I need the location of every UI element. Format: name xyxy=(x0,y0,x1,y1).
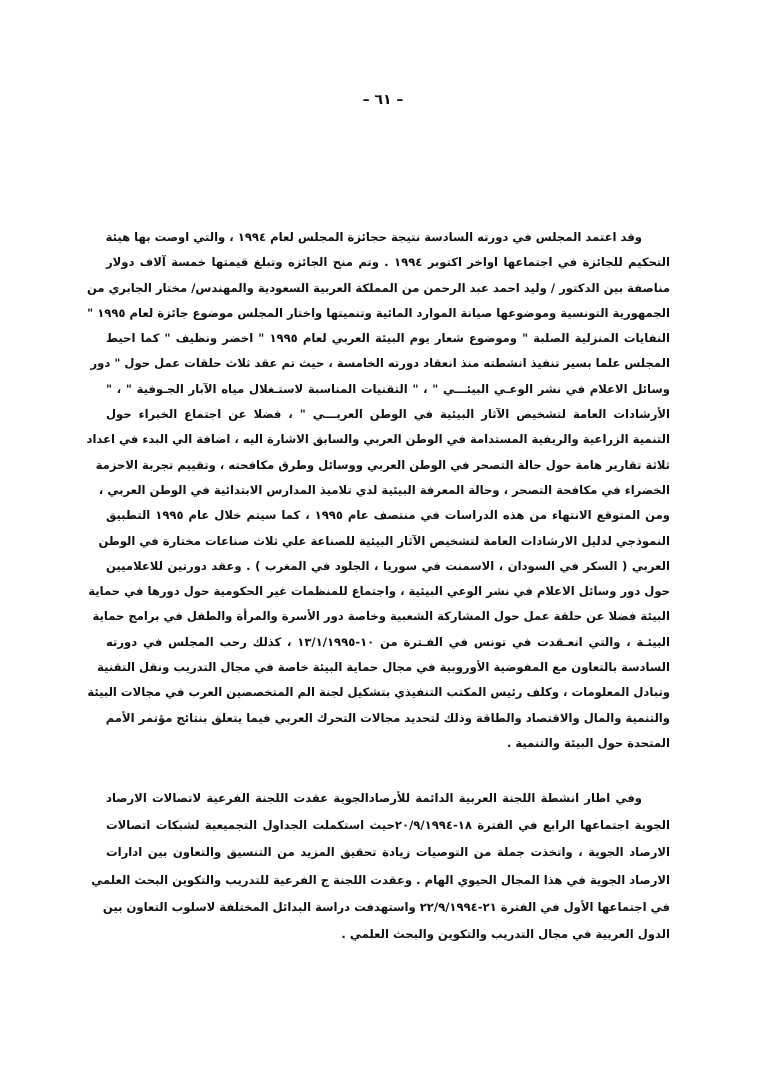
text-line: مناصفة بين الدكتور / وليد احمد عبد الرحمن من المملكة العربية السعودية والمهندس/ مختار الجابري من xyxy=(86,280,670,295)
text-line: البيئـة ، والتي انعـقدت في تونس في الفـترة من ١٠-١٣/١/١٩٩٥ ، كذلك رحب المجلس في دورته xyxy=(106,634,670,649)
text-line: وسائل الاعلام في نشر الوعـي البيئـــي " ، " التقنيات المناسبة لاستـغلال مياه الآبار الجـوفية " ، " xyxy=(106,381,670,396)
text-line: المتحدة حول البيئة والتنمية . xyxy=(506,735,670,750)
text-line: والتنمية والمال والاقتصاد والطاقة وذلك لتحديد مجالات التحرك العربي فيما يتعلق بنتائج مؤتمر الأمم xyxy=(105,710,670,725)
text-line: الارصاد الجوية ، واتخذت جملة من التوصيات زيادة تحقيق المزيد من التنسيق والتعاون بين ادارات xyxy=(106,845,670,860)
text-line: وقد اعتمد المجلس في دورته السادسة نتيجة حجائزة المجلس لعام ١٩٩٤ ، والتي اوصت بها هيئة xyxy=(105,230,642,244)
text-line: حول دور وسائل الاعلام في نشر الوعي البيئية ، واجتماع للمنظمات غير الحكومية حول دورها في حماية xyxy=(88,584,670,599)
text-line: المجلس علما بسير تنفيذ انشطته منذ انعقاد دورته الخامسة ، حيث تم عقد ثلاث حلقات عمل حول " دور xyxy=(90,356,670,371)
text-line: العربي ( السكر في السودان ، الاسمنت في سوريا ، الجلود في المغرب ) . وعقد دورتين للاعلاميين xyxy=(106,558,670,573)
text-line: البيئة فضلا عن حلقة عمل حول المشاركة الشعبية وخاصة دور الأسرة والمرأة والطفل في برامج حماية xyxy=(92,609,670,624)
text-line: الدول العربية في مجال التدريب والتكوين والبحث العلمي . xyxy=(341,926,670,941)
text-line: الارصاد الجوية في هذا المجال الحيوي الهام . وعقدت اللجنة ج الفرعية للتدريب والتكوين البحث العلمي xyxy=(91,872,670,887)
text-line: الجمهورية التونسية وموضوعها صيانة الموارد المائية وتنميتها واختار المجلس موضوع جائزة لعام ١٩٩٥ " xyxy=(87,305,670,320)
text-line: ثلاثة تقارير هامة حول حالة التصحر في الوطن العربي ووسائل وطرق مكافحته ، وتقييم تجربة الاحزمة xyxy=(95,457,670,472)
paragraph-1 xyxy=(86,225,670,756)
text-line: التنمية الزراعية والريفية المستدامة في الوطن العربي والسابق الاشارة اليه ، اضافة الي البدء في اعداد xyxy=(86,432,670,447)
text-line: وتبادل المعلومات ، وكلف رئيس المكتب التنفيذي بتشكيل لجنة الم المتخصصين العرب في مجالات البيئة xyxy=(87,685,670,700)
text-line: الخضراء في مكافحة التصحر ، وحالة المعرفة البيئية لدي تلاميذ المدارس الابتدائية في الوطن العربي ، xyxy=(98,482,670,497)
text-line: الجوية اجتماعها الرابع في الفترة ١٨-٢٠/٩/١٩٩٤حيث استكملت الجداول التجميعية لشبكات اتصالات xyxy=(106,818,670,833)
text-line: وفي اطار انشطة اللجنة العربية الدائمة للأرصادالجوية عقدت اللجنة الفرعية لاتصالات الارصاد xyxy=(106,791,642,805)
text-line: الأرشادات العامة لتشخيص الآثار البيئية في الوطن العربـــي " ، فضلا عن اجتماع الخبراء حول xyxy=(106,407,670,422)
text-line: النموذجي لدليل الارشادات العامة لتشخيص الآثار البيئية للصناعة علي ثلاث صناعات مختارة في الوطن xyxy=(98,533,670,548)
text-line: ومن المتوقع الانتهاء من هذه الدراسات في منتصف عام ١٩٩٥ ، كما سيتم خلال عام ١٩٩٥ التطبيق xyxy=(106,508,670,523)
text-line: السادسة بالتعاون مع المفوضية الأوروبية في مجال حماية البيئة خاصة في مجال التدريب ونقل التقنية xyxy=(97,660,670,675)
text-line: في اجتماعها الأول في الفترة ٢١-٢٢/٩/١٩٩٤ واستهدفت دراسة البدائل المختلفة لاسلوب التعاون بين xyxy=(102,899,670,914)
page-number: – ٦١ – xyxy=(362,92,404,108)
text-line: التحكيم للجائزة في اجتماعها اواخر اكتوبر ١٩٩٤ . وتم منح الجائزه وتبلغ قيمتها خمسة آلاف دولار xyxy=(106,255,670,270)
paragraph-2 xyxy=(91,785,670,948)
text-line: النفايات المنزلية الصلبة " وموضوع شعار يوم البيئة العربي لعام ١٩٩٥ " اخضر ونظيف " كما احيط xyxy=(106,331,670,346)
